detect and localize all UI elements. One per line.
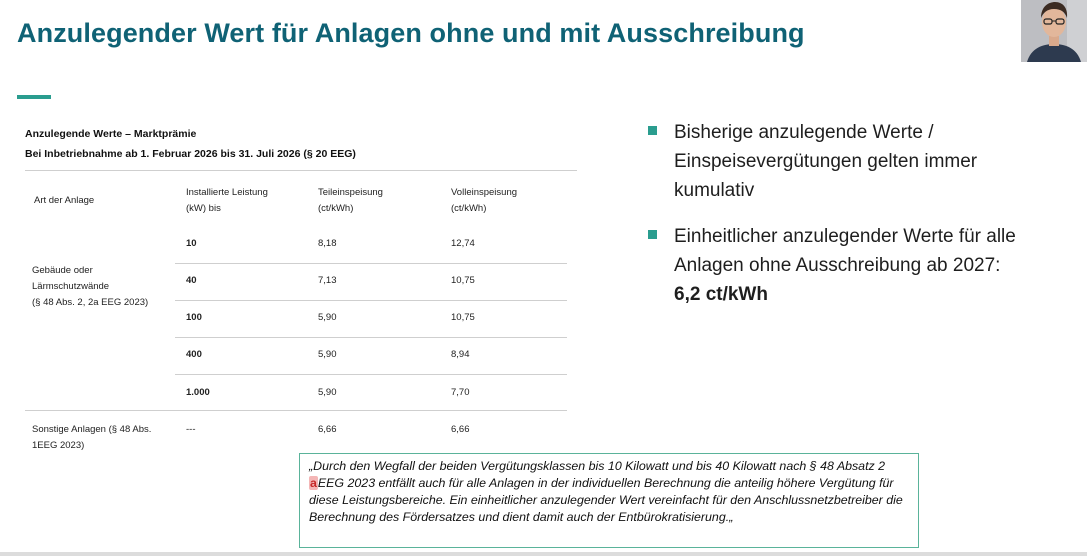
group-label-line2: Lärmschutzwände xyxy=(32,281,110,292)
bullet-list xyxy=(648,118,1028,326)
row4-voll: 8,94 xyxy=(451,349,470,360)
bullet-text: Einheitlicher anzulegender Werte für alle Anlagen ohne Ausschreibung ab 2027: xyxy=(674,226,1016,276)
table-rule-row2 xyxy=(175,300,567,301)
row1-voll: 12,74 xyxy=(451,238,475,249)
row4-teil: 5,90 xyxy=(318,349,337,360)
row5-teil: 5,90 xyxy=(318,387,337,398)
row6-kw: --- xyxy=(186,424,196,435)
table-rule-top xyxy=(25,170,577,171)
row2-kw: 40 xyxy=(186,275,197,286)
presenter-video-icon xyxy=(1021,0,1087,62)
group2-label-line1: Sonstige Anlagen (§ 48 Abs. xyxy=(32,424,152,435)
quote-text-part1: „Durch den Wegfall der beiden Vergütungsklassen bis 10 Kilowatt und bis 40 Kilowatt nach § 48 Absatz 2 xyxy=(309,459,886,473)
quote-text-part2: EEG 2023 entfällt auch für alle Anlagen in der individuellen Berechnung die anteilig höhere Vergütung für diese Leistungsbereiche. Ein einheitlicher anzulegender Wert vereinfacht für den Anschlussnetzbetreiber die Berechnung des Fördersatzes und dient damit auch der Entbürokratisierung.„ xyxy=(309,476,903,524)
table-rule-row3 xyxy=(175,337,567,338)
table-heading xyxy=(25,124,356,164)
law-quote-box xyxy=(299,453,919,548)
row2-teil: 7,13 xyxy=(318,275,337,286)
bullet-square-icon xyxy=(648,126,657,135)
col-header-leistung xyxy=(186,185,268,217)
table-rule-row1 xyxy=(175,263,567,264)
table-rule-group xyxy=(25,410,567,411)
title-accent-line xyxy=(17,95,51,99)
group-label-sonstige xyxy=(32,422,151,454)
col-header-teil-line2: (ct/kWh) xyxy=(318,203,354,214)
col-header-voll-line2: (ct/kWh) xyxy=(451,203,487,214)
group2-label-line2: 1EEG 2023) xyxy=(32,440,85,451)
table-heading-title: Anzulegende Werte – Marktprämie xyxy=(25,128,197,140)
slide-title: Anzulegender Wert für Anlagen ohne und mit Ausschreibung xyxy=(17,18,805,48)
col-header-teil xyxy=(318,185,383,217)
group-label-line1: Gebäude oder xyxy=(32,265,93,276)
bullet-item xyxy=(648,118,1028,205)
group-label-line3: (§ 48 Abs. 2, 2a EEG 2023) xyxy=(32,297,149,308)
row1-teil: 8,18 xyxy=(318,238,337,249)
webcam-overlay xyxy=(1021,0,1087,62)
row3-kw: 100 xyxy=(186,312,202,323)
col-header-leistung-line2: (kW) bis xyxy=(186,203,221,214)
bullet-square-icon xyxy=(648,230,657,239)
annotation-highlight: a xyxy=(310,476,317,490)
row3-voll: 10,75 xyxy=(451,312,475,323)
col-header-art: Art der Anlage xyxy=(34,195,95,206)
row1-kw: 10 xyxy=(186,238,197,249)
row5-kw: 1.000 xyxy=(186,387,210,398)
bullet-item xyxy=(648,222,1028,309)
row3-teil: 5,90 xyxy=(318,312,337,323)
row5-voll: 7,70 xyxy=(451,387,470,398)
row2-voll: 10,75 xyxy=(451,275,475,286)
table-heading-subtitle: Bei Inbetriebnahme ab 1. Februar 2026 bis 31. Juli 2026 (§ 20 EEG) xyxy=(25,148,356,160)
col-header-voll-line1: Volleinspeisung xyxy=(451,187,518,198)
bottom-border xyxy=(0,552,1087,556)
col-header-voll xyxy=(451,185,517,217)
group-label-gebaeude xyxy=(32,263,148,311)
row6-voll: 6,66 xyxy=(451,424,470,435)
col-header-teil-line1: Teileinspeisung xyxy=(318,187,383,198)
bullet-bold-value: 6,2 ct/kWh xyxy=(674,284,768,305)
row6-teil: 6,66 xyxy=(318,424,337,435)
bullet-text: Bisherige anzulegende Werte / Einspeisevergütungen gelten immer kumulativ xyxy=(674,122,978,201)
col-header-leistung-line1: Installierte Leistung xyxy=(186,187,268,198)
row4-kw: 400 xyxy=(186,349,202,360)
table-rule-row4 xyxy=(175,374,567,375)
